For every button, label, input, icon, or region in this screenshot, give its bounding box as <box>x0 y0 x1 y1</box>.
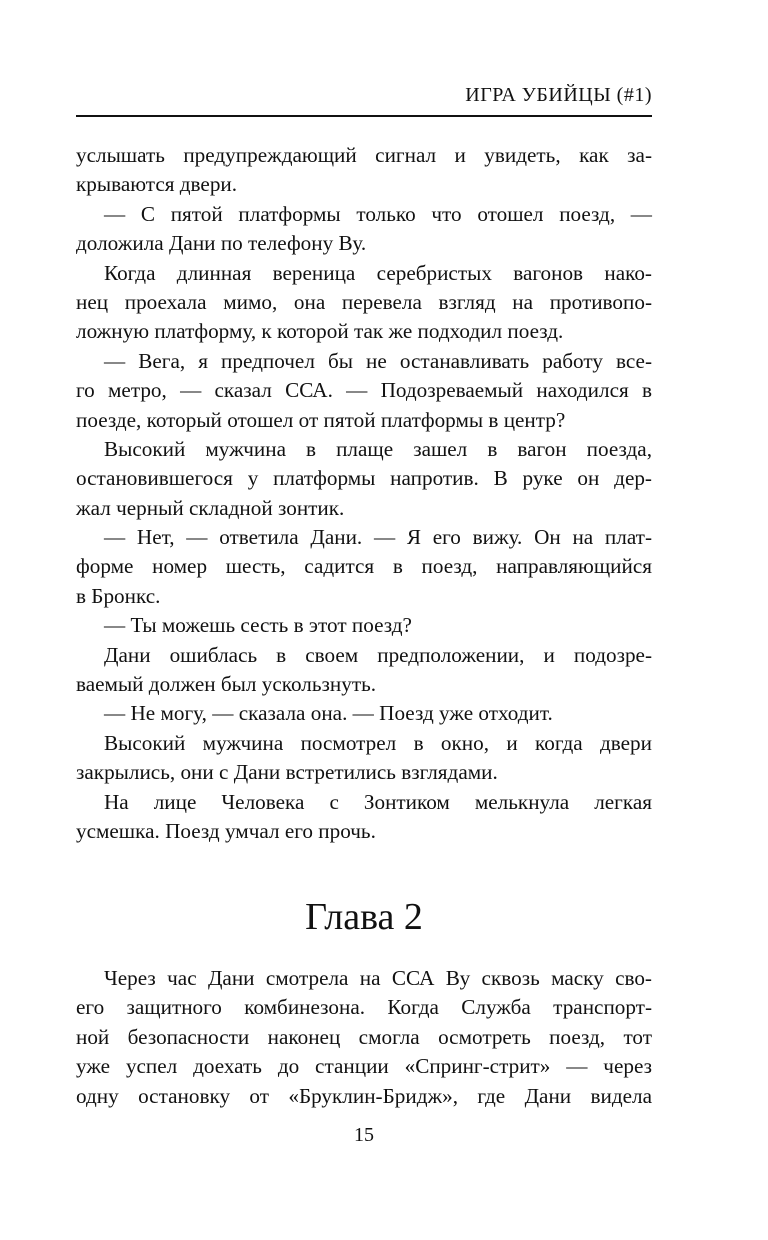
text-line: Высокий мужчина в плаще зашел в вагон поезда, <box>104 436 652 461</box>
text-line: уже успел доехать до станции «Спринг-стрит» — через <box>76 1054 652 1079</box>
text-line: го метро, — сказал ССА. — Подозреваемый находился в <box>76 378 652 403</box>
text-line: На лице Человека с Зонтиком мелькнула легкая <box>104 789 652 814</box>
text-block-bottom <box>76 964 652 1111</box>
text-line: крываются двери. <box>76 172 238 197</box>
text-line: нец проехала мимо, она перевела взгляд на противопо- <box>76 289 652 314</box>
text-line: — Вега, я предпочел бы не останавливать работу все- <box>104 348 652 373</box>
text-line: Высокий мужчина посмотрел в окно, и когда двери <box>104 730 652 755</box>
text-line: ложную платформу, к которой так же подходил поезд. <box>76 319 564 344</box>
text-line: его защитного комбинезона. Когда Служба транспорт- <box>76 995 652 1020</box>
text-line: Через час Дани смотрела на ССА Ву сквозь маску сво- <box>104 966 652 990</box>
text-line: усмешка. Поезд умчал его прочь. <box>76 818 376 843</box>
text-line: одну остановку от «Бруклин-Бридж», где Дани видела <box>76 1083 652 1108</box>
text-line: Дани ошиблась в своем предположении, и подозре- <box>104 642 652 667</box>
text-line: поезде, который отошел от пятой платформы в центр? <box>76 407 566 432</box>
running-head: ИГРА УБИЙЦЫ (#1) <box>465 84 652 106</box>
text-line: жал черный складной зонтик. <box>76 495 345 520</box>
header-rule <box>76 115 652 117</box>
text-line: ной безопасности наконец смогла осмотреть поезд, тот <box>76 1024 652 1049</box>
text-line: доложила Дани по телефону Ву. <box>76 231 367 256</box>
text-line: закрылись, они с Дани встретились взглядами. <box>76 760 498 785</box>
text-line: — Нет, — ответила Дани. — Я его вижу. Он на плат- <box>104 525 652 550</box>
text-line: Когда длинная вереница серебристых вагонов нако- <box>104 260 652 285</box>
text-line: — Ты можешь сесть в этот поезд? <box>104 613 412 638</box>
text-line: — С пятой платформы только что отошел поезд, — <box>104 201 652 226</box>
text-line: услышать предупреждающий сигнал и увидеть, как за- <box>76 143 652 167</box>
page-number: 15 <box>354 1124 374 1146</box>
text-line: в Бронкс. <box>76 583 161 608</box>
chapter-heading: Глава 2 <box>305 896 423 938</box>
text-line: остановившегося у платформы напротив. В руке он дер- <box>76 466 652 491</box>
text-line: ваемый должен был ускользнуть. <box>76 672 377 697</box>
text-line: — Не могу, — сказала она. — Поезд уже отходит. <box>104 701 553 726</box>
text-line: форме номер шесть, садится в поезд, направляющийся <box>76 554 652 579</box>
text-block-top <box>76 141 652 846</box>
